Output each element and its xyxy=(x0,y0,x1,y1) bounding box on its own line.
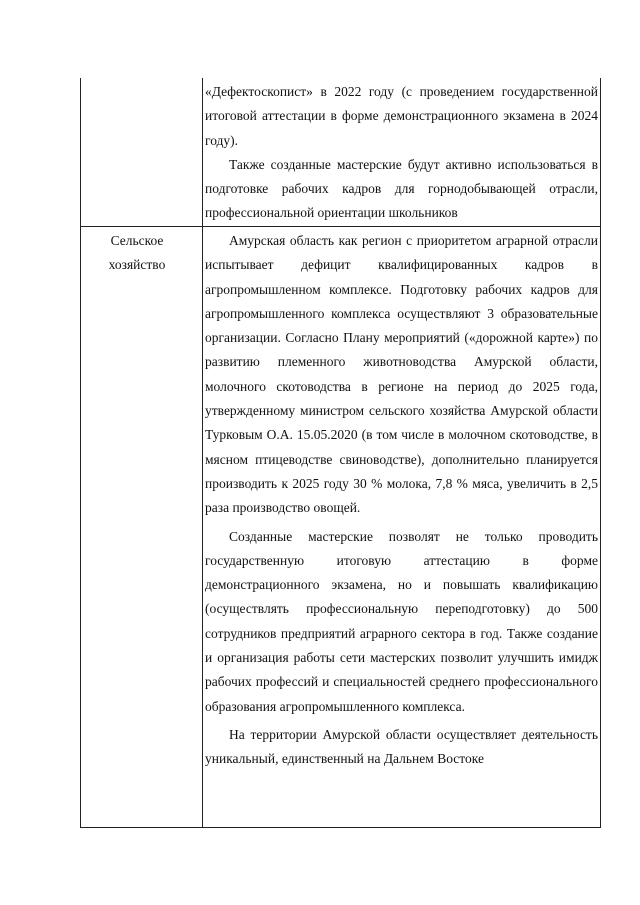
row1-paragraph-1: «Дефектоскопист» в 2022 году (с проведением государственной итоговой аттестации в форме демонстрационного экзамена в 2024 году). xyxy=(205,84,598,148)
row2-paragraph-1: Амурская область как регион с приоритетом аграрной отрасли испытывает дефицит квалифицированных кадров в агропромышленном комплексе. Подготовку рабочих кадров для агропромышленного комплекса осуществляют 3 образовательные организации. Согласно Плану мероприятий («дорожной карте») по развитию племенного животноводства Амурской области, молочного скотоводства в регионе на период до 2025 года, утвержденному министром сельского хозяйства Амурской области Турковым О.А. 15.05.2020 (в том числе в молочном скотоводстве, в мясном птицеводстве свиноводстве), дополнительно планируется производить к 2025 году 30 % молока, 7,8 % мяса, увеличить в 2,5 раза производство овощей. xyxy=(205,233,598,516)
row2-sector-label: Сельское хозяйство xyxy=(108,233,166,272)
row2-text-cell xyxy=(205,229,598,772)
table-column-divider xyxy=(202,78,203,828)
row2-paragraph-2: Созданные мастерские позволят не только проводить государственную итоговую аттестацию в форме демонстрационного экзамена, но и повышать квалификацию (осуществлять профессиональную переподготовку) до 500 сотрудников предприятий аграрного сектора в год. Также создание и организация работы сети мастерских позволит улучшить имидж рабочих профессий и специальностей среднего профессионального образования агропромышленного комплекса. xyxy=(205,528,598,714)
row1-paragraph-2: Также созданные мастерские будут активно использоваться в подготовке рабочих кадров для горнодобывающей отрасли, профессиональной ориентации школьников xyxy=(205,156,598,221)
row1-text-cell xyxy=(205,80,598,226)
row2-paragraph-3: На территории Амурской области осуществляет деятельность уникальный, единственный на Дальнем Востоке xyxy=(205,726,598,767)
table-bottom-border xyxy=(80,827,601,828)
table-left-border xyxy=(80,78,81,828)
table-right-border xyxy=(600,78,601,828)
table-row-divider xyxy=(80,226,601,227)
